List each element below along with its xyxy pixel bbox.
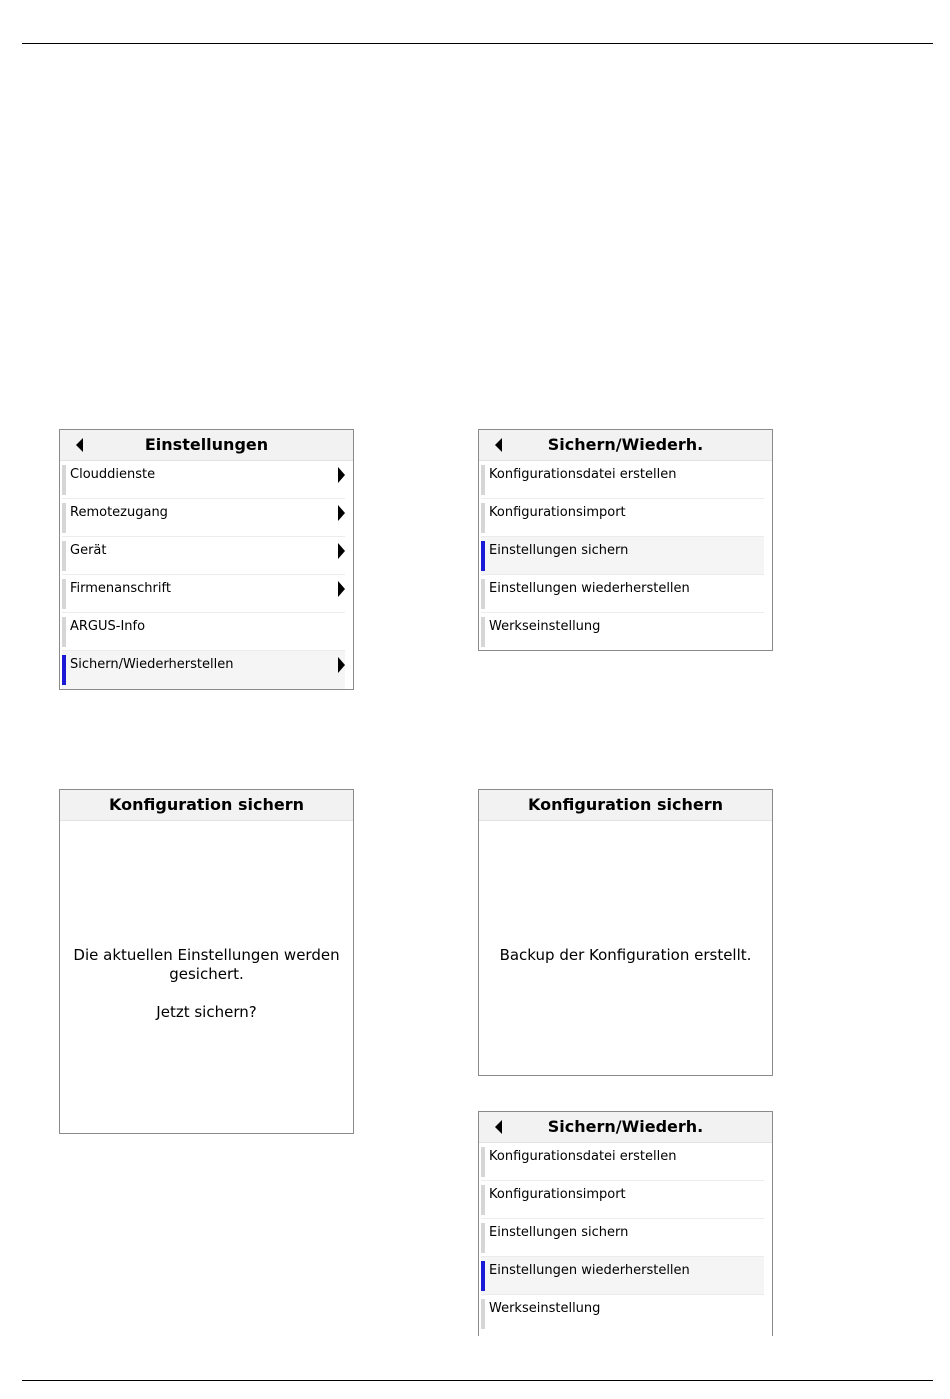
screen-header (60, 790, 353, 821)
menu-item-label: Sichern/Wiederherstellen (70, 657, 234, 672)
item-indicator (481, 465, 485, 495)
item-indicator (481, 503, 485, 533)
menu-item-label: Konfigurationsdatei erstellen (489, 1149, 677, 1164)
menu-item-label: Konfigurationsimport (489, 505, 626, 520)
backup-done-screen (478, 789, 773, 1076)
chevron-right-icon (338, 505, 345, 521)
chevron-right-icon (338, 467, 345, 483)
screen-title: Einstellungen (144, 435, 269, 454)
item-indicator (62, 541, 66, 571)
screen-title: Sichern/Wiederh. (547, 435, 704, 454)
settings-screen (59, 429, 354, 690)
back-arrow-icon[interactable] (495, 438, 502, 452)
menu-item-einstellungen-sichern[interactable] (481, 537, 764, 575)
selection-indicator (481, 1261, 485, 1291)
item-indicator (62, 465, 66, 495)
menu-item-remotezugang[interactable] (62, 499, 345, 537)
menu-item-label: Einstellungen wiederherstellen (489, 1263, 690, 1278)
menu-item-konfigurationsimport[interactable] (481, 1181, 764, 1219)
screen-header (60, 430, 353, 461)
menu-item-werkseinstellung[interactable] (481, 1295, 764, 1333)
item-indicator (62, 617, 66, 647)
chevron-right-icon (338, 543, 345, 559)
menu-item-label: Einstellungen wiederherstellen (489, 581, 690, 596)
menu-item-konfigurationsdatei-erstellen[interactable] (481, 461, 764, 499)
selection-indicator (62, 655, 66, 685)
menu-item-label: Werkseinstellung (489, 619, 601, 634)
confirm-backup-screen (59, 789, 354, 1134)
screen-title: Sichern/Wiederh. (547, 1117, 704, 1136)
menu-item-einstellungen-wiederherstellen[interactable] (481, 1257, 764, 1295)
confirm-message (60, 946, 353, 1022)
item-indicator (481, 617, 485, 647)
menu-item-argus-info[interactable] (62, 613, 345, 651)
item-indicator (62, 503, 66, 533)
item-indicator (481, 579, 485, 609)
menu-item-label: Clouddienste (70, 467, 156, 482)
back-arrow-icon[interactable] (495, 1120, 502, 1134)
item-indicator (62, 579, 66, 609)
menu-item-sichern-wiederherstellen[interactable] (62, 651, 345, 689)
item-indicator (481, 1299, 485, 1329)
screen-header (479, 430, 772, 461)
menu-item-label: Einstellungen sichern (489, 1225, 629, 1240)
menu-item-label: ARGUS-Info (70, 619, 146, 634)
menu-item-werkseinstellung[interactable] (481, 613, 764, 651)
item-indicator (481, 1223, 485, 1253)
chevron-right-icon (338, 657, 345, 673)
screen-header (479, 790, 772, 821)
menu-item-clouddienste[interactable] (62, 461, 345, 499)
item-indicator (481, 1147, 485, 1177)
page-bottom-rule (22, 1380, 933, 1381)
menu-item-label: Remotezugang (70, 505, 168, 520)
screen-title: Konfiguration sichern (528, 795, 723, 814)
done-message: Backup der Konfiguration erstellt. (499, 946, 752, 964)
chevron-right-icon (338, 581, 345, 597)
menu-item-label: Werkseinstellung (489, 1301, 601, 1316)
menu-item-label: Firmenanschrift (70, 581, 171, 596)
back-arrow-icon[interactable] (76, 438, 83, 452)
selection-indicator (481, 541, 485, 571)
confirm-question: Jetzt sichern? (156, 1003, 257, 1021)
message-line: gesichert. (169, 965, 244, 983)
backup-restore-screen-2 (478, 1111, 773, 1336)
menu-item-geraet[interactable] (62, 537, 345, 575)
menu-item-firmenanschrift[interactable] (62, 575, 345, 613)
backup-restore-screen (478, 429, 773, 651)
menu-item-label: Einstellungen sichern (489, 543, 629, 558)
page-top-rule (22, 43, 933, 44)
screen-title: Konfiguration sichern (109, 795, 304, 814)
item-indicator (481, 1185, 485, 1215)
menu-item-konfigurationsimport[interactable] (481, 499, 764, 537)
menu-item-label: Konfigurationsdatei erstellen (489, 467, 677, 482)
menu-item-einstellungen-wiederherstellen[interactable] (481, 575, 764, 613)
screen-header (479, 1112, 772, 1143)
menu-item-label: Konfigurationsimport (489, 1187, 626, 1202)
message-line: Die aktuellen Einstellungen werden (73, 946, 340, 964)
menu-item-einstellungen-sichern[interactable] (481, 1219, 764, 1257)
menu-item-label: Gerät (70, 543, 107, 558)
menu-item-konfigurationsdatei-erstellen[interactable] (481, 1143, 764, 1181)
